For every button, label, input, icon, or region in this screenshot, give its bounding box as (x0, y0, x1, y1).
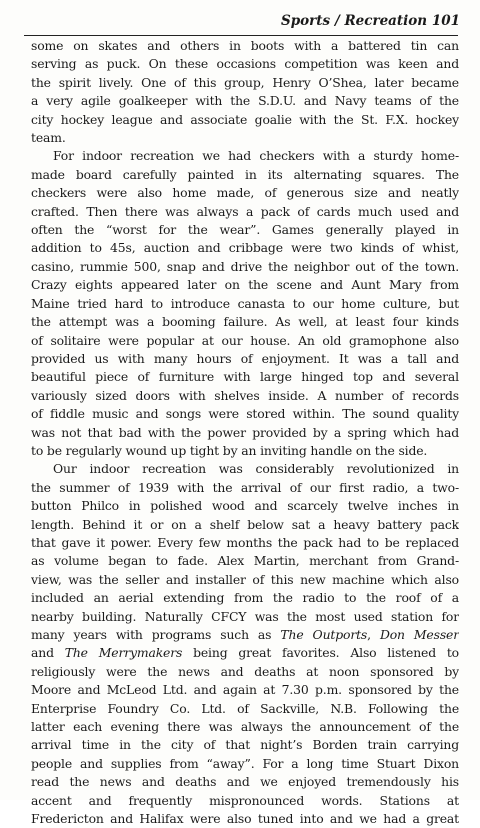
text-line: to be regularly wound up tight by an inviting handle on the side. (31, 442, 428, 458)
text-line: as volume began to fade. Alex Martin, merchant from Grand- (31, 553, 459, 569)
text-line: Fredericton and Halifax were also tuned into and we had a great (31, 811, 459, 827)
text-line: view, was the seller and installer of this new machine which also (31, 571, 459, 587)
text-line: made board carefully painted in its alternating squares. The (31, 166, 459, 182)
text-line: Moore and McLeod Ltd. and again at 7.30 p.m. sponsored by the (31, 682, 459, 698)
text-line: team. (31, 130, 66, 146)
text-line: accent and frequently mispronounced words. Stations at (31, 792, 459, 808)
italic-title: The Merrymakers (64, 645, 183, 661)
text-line: of fiddle music and songs were stored within. The sound quality (31, 406, 459, 422)
text-line: latter each evening there was always the announcement of the (31, 719, 459, 735)
italic-title: The Outports (280, 627, 368, 642)
text-line: included an aerial extending from the radio to the roof of a (31, 590, 459, 606)
text-line: the spirit lively. One of this group, Henry O’Shea, later became (31, 74, 459, 90)
text-line: checkers were also home made, of generous size and neatly (31, 185, 459, 201)
text-line: read the news and deaths and we enjoyed tremendously his (31, 774, 459, 790)
text-line: city hockey league and associate goalie with the St. F.X. hockey (31, 111, 459, 127)
text-line: button Philco in polished wood and scarcely twelve inches in (31, 498, 459, 514)
text-line: Enterprise Foundry Co. Ltd. of Sackville, N.B. Following the (31, 700, 459, 716)
text-line: that gave it power. Every few months the pack had to be replaced (31, 534, 459, 550)
text-line: was not that bad with the power provided by a spring which had (31, 424, 459, 440)
running-head: Sports / Recreation 101 (280, 13, 460, 29)
text-line: the summer of 1939 with the arrival of our first radio, a two- (31, 479, 459, 495)
body-text (31, 37, 459, 828)
text-line: beautiful piece of furniture with large hinged top and several (31, 369, 459, 385)
italic-title: Don Messer (379, 627, 459, 642)
text-line: nearby building. Naturally CFCY was the most used station for (31, 608, 459, 624)
text-line: length. Behind it or on a shelf below sat a heavy battery pack (31, 516, 459, 532)
text-line: some on skates and others in boots with a battered tin can (31, 38, 459, 53)
text-line: crafted. Then there was always a pack of cards much used and (31, 203, 459, 219)
text-line: and The Merrymakers being great favorites. Also listened to (31, 645, 459, 661)
text-line: of solitaire were popular at our house. An old gramophone also (31, 332, 459, 348)
text-line: religiously were the news and deaths at noon sponsored by (31, 663, 459, 679)
text-line: Our indoor recreation was considerably revolutionized in (53, 461, 459, 477)
text-line: Maine tried hard to introduce canasta to our home culture, but (31, 295, 459, 311)
text-line: the attempt was a booming failure. As well, at least four kinds (31, 314, 459, 330)
text-line: casino, rummie 500, snap and drive the neighbor out of the town. (31, 258, 459, 274)
text-line: For indoor recreation we had checkers with a sturdy home- (53, 148, 459, 164)
text-line: provided us with many hours of enjoyment. It was a tall and (31, 350, 459, 366)
text-line: arrival time in the city of that night’s Borden train carrying (31, 737, 459, 753)
text-line: a very agile goalkeeper with the S.D.U. and Navy teams of the (31, 93, 459, 109)
text-line: addition to 45s, auction and cribbage were two kinds of whist, (31, 240, 459, 256)
text-line: people and supplies from “away”. For a long time Stuart Dixon (31, 755, 459, 771)
text-line: variously sized doors with shelves inside. A number of records (31, 387, 459, 403)
text-line: often the “worst for the wear”. Games generally played in (31, 222, 459, 238)
text-line: serving as puck. On these occasions competition was keen and (31, 56, 459, 72)
text-line: many years with programs such as The Outports, Don Messer (31, 627, 459, 642)
text-line: Crazy eights appeared later on the scene and Aunt Mary from (31, 277, 459, 293)
